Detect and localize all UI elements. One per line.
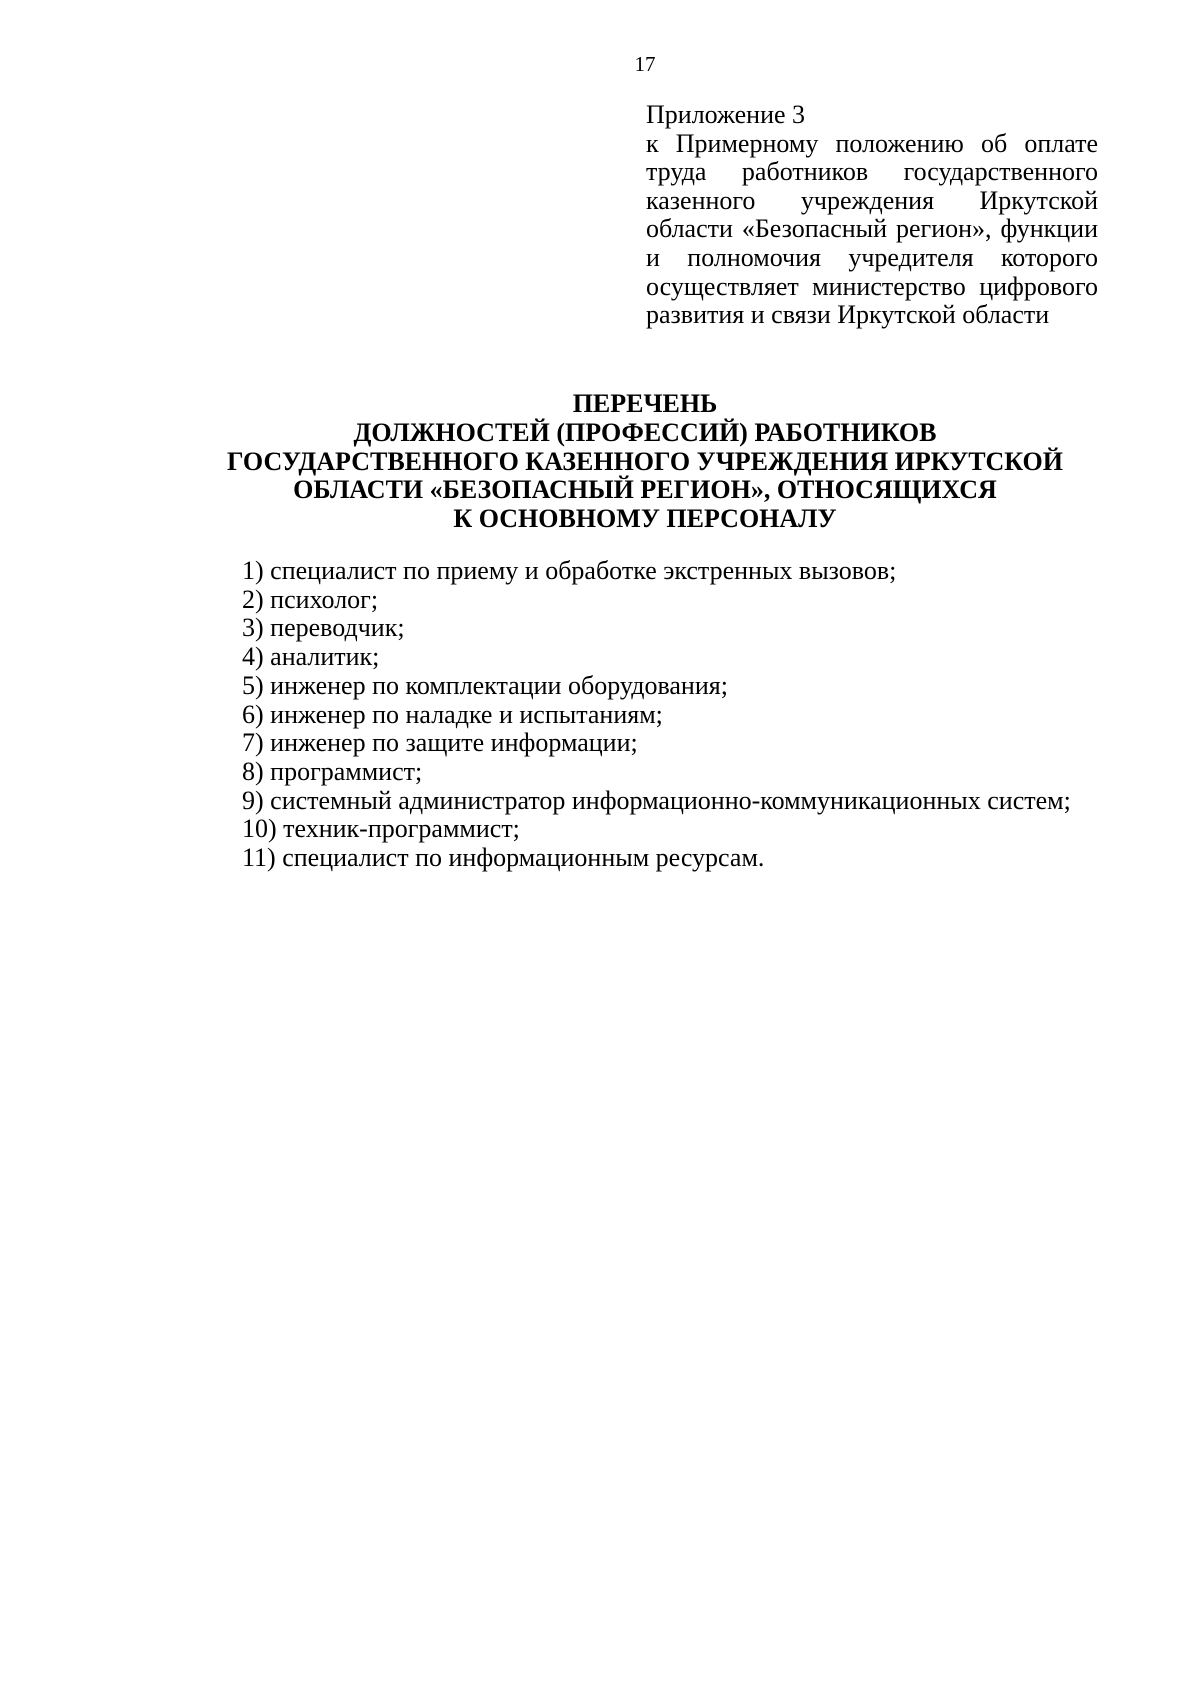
list-item: 10) техник-программист; <box>242 814 520 844</box>
list-item: 11) специалист по информационным ресурсам. <box>242 843 765 873</box>
heading-line: ДОЛЖНОСТЕЙ (ПРОФЕССИЙ) РАБОТНИКОВ <box>353 417 937 447</box>
list-item: 5) инженер по комплектации оборудования; <box>242 670 728 700</box>
positions-list <box>172 557 1122 873</box>
page-number: 17 <box>634 52 656 76</box>
document-heading <box>170 390 1120 534</box>
appendix-body: к Примерному положению об оплате труда работников государственного казенного учреждения Иркутской области «Безопасный регион», функции и полномочия учредителя которого осуществляет министерство цифрового развития и связи Иркутской области <box>646 128 1098 330</box>
appendix-title: Приложение 3 <box>646 100 806 129</box>
heading-line: К ОСНОВНОМУ ПЕРСОНАЛУ <box>453 504 837 534</box>
list-item: 1) специалист по приему и обработке экстренных вызовов; <box>242 556 897 585</box>
appendix-note <box>646 101 1098 330</box>
list-item: 4) аналитик; <box>242 642 380 672</box>
heading-line: ОБЛАСТИ «БЕЗОПАСНЫЙ РЕГИОН», ОТНОСЯЩИХСЯ <box>293 475 997 505</box>
heading-line: ГОСУДАРСТВЕННОГО КАЗЕННОГО УЧРЕЖДЕНИЯ ИРКУТСКОЙ <box>227 446 1063 476</box>
list-item: 2) психолог; <box>242 584 379 614</box>
list-item: 7) инженер по защите информации; <box>242 728 638 758</box>
list-item: 9) системный администратор информационно-коммуникационных систем; <box>242 785 1071 815</box>
list-item: 6) инженер по наладке и испытаниям; <box>242 699 663 729</box>
heading-line: ПЕРЕЧЕНЬ <box>572 389 718 418</box>
list-item: 8) программист; <box>242 756 423 786</box>
list-item: 3) переводчик; <box>242 613 405 643</box>
